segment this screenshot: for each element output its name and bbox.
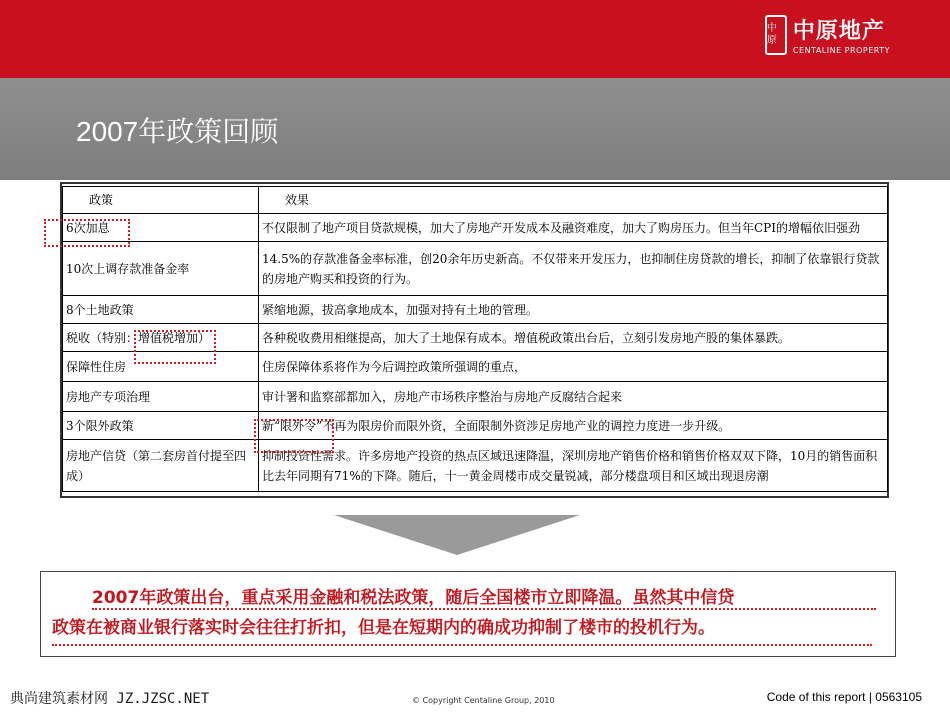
table-row	[63, 296, 888, 324]
table-row	[63, 440, 888, 492]
effect-cell: 不仅限制了地产项目贷款规模，加大了房地产开发成本及融资难度，加大了购房压力。但当年CPI的增幅依旧强劲	[259, 214, 888, 242]
policy-cell: 6次加息	[63, 214, 259, 242]
effect-cell: 紧缩地源，拔高拿地成本，加强对持有土地的管理。	[259, 296, 888, 324]
logo-name-cn: 中原地产	[792, 19, 885, 44]
effect-cell: 14.5%的存款准备金率标准，创20余年历史新高。不仅带来开发压力，也抑制住房贷款的增长，抑制了依靠银行贷款的房地产购买和投资的行为。	[259, 242, 888, 296]
header-policy: 政策	[63, 187, 259, 214]
table-row	[63, 412, 888, 440]
logo-text	[793, 14, 890, 55]
down-arrow-icon	[334, 515, 580, 555]
effect-cell: 各种税收费用相继提高，加大了土地保有成本。增值税政策出台后，立刻引发房地产股的集体暴跌。	[259, 324, 888, 352]
table-row	[63, 214, 888, 242]
policy-cell: 税收（特别：增值税增加）	[63, 324, 259, 352]
highlight-foreign-limit	[254, 419, 334, 453]
table-row	[63, 382, 888, 412]
policy-cell: 房地产信贷（第二套房首付提至四成）	[63, 440, 259, 492]
logo-seal-icon: 中原	[765, 15, 787, 55]
highlight-vat	[134, 330, 216, 364]
policy-cell: 房地产专项治理	[63, 382, 259, 412]
summary-text	[52, 583, 882, 643]
effect-cell: 抑制投资性需求。许多房地产投资的热点区域迅速降温，深圳房地产销售价格和销售价格双双下降，10月的销售面积比去年同期有71%的下降。随后，十一黄金周楼市成交量锐减，部分楼盘项目和区域出现退房潮	[259, 440, 888, 492]
table-header-row	[63, 187, 888, 214]
page-title: 2007年政策回顾	[76, 116, 279, 147]
effect-cell: 住房保障体系将作为今后调控政策所强调的重点，	[259, 352, 888, 382]
policy-cell: 保障性住房	[63, 352, 259, 382]
policy-cell: 10次上调存款准备金率	[63, 242, 259, 296]
effect-cell: 审计署和监察部都加入，房地产市场秩序整治与房地产反腐结合起来	[259, 382, 888, 412]
policy-cell: 3个限外政策	[63, 412, 259, 440]
copyright: © Copyright Centaline Group, 2010	[412, 696, 555, 705]
watermark: 典尚建筑素材网 JZ.JZSC.NET	[10, 691, 210, 707]
summary-line-1: 2007年政策出台，重点采用金融和税法政策，随后全国楼市立即降温。虽然其中信贷	[92, 588, 735, 608]
policy-cell: 8个土地政策	[63, 296, 259, 324]
logo-name-en: CENTALINE PROPERTY	[792, 46, 890, 55]
company-logo	[765, 14, 890, 55]
effect-cell: 新“限外令”不再为限房价而限外资，全面限制外资涉足房地产业的调控力度进一步升级。	[259, 412, 888, 440]
header-effect: 效果	[259, 187, 888, 214]
report-code: Code of this report | 0563105	[766, 690, 922, 704]
table-row	[63, 242, 888, 296]
summary-line-2: 政策在被商业银行落实时会往往打折扣，但是在短期内的确成功抑制了楼市的投机行为。	[52, 618, 715, 638]
summary-underline-2	[52, 644, 872, 646]
highlight-rate-hike	[44, 219, 130, 247]
summary-underline-1	[92, 608, 876, 610]
